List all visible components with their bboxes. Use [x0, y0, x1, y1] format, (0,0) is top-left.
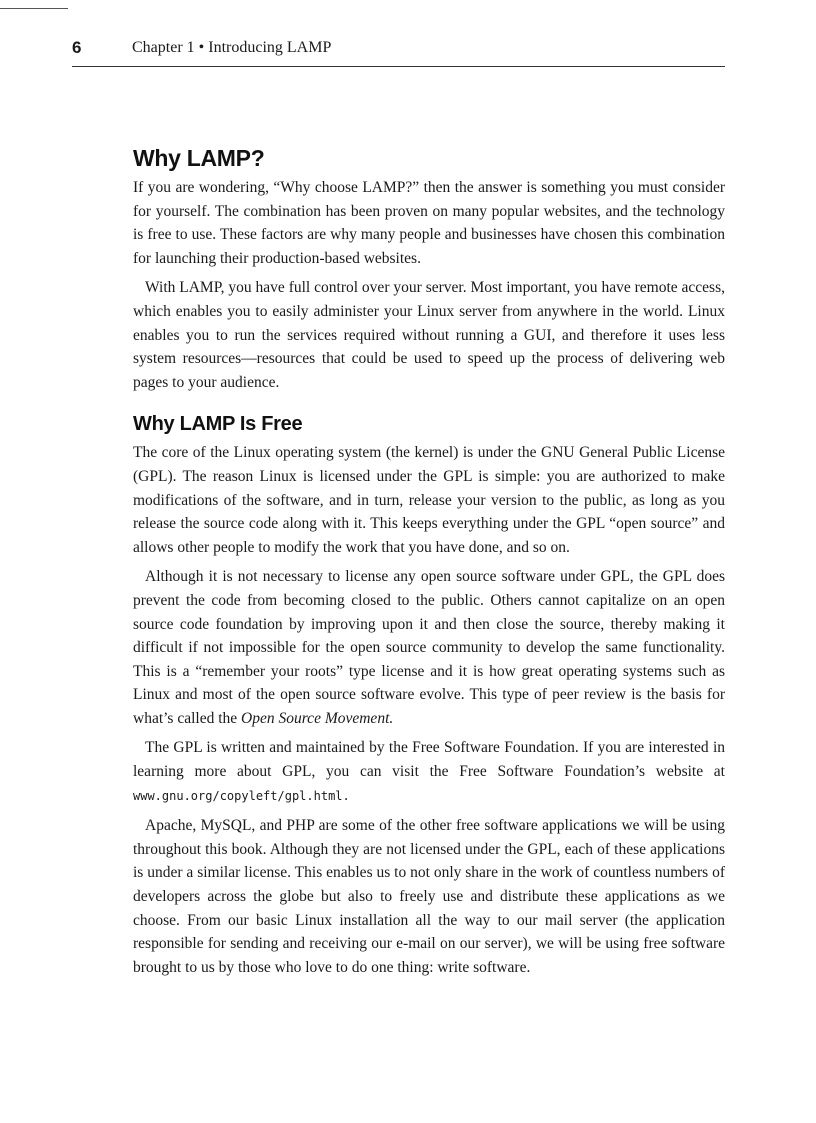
heading-why-lamp-is-free: Why LAMP Is Free: [133, 413, 303, 436]
paragraph-why-lamp-1: If you are wondering, “Why choose LAMP?” then the answer is something you must consider for yourself. The combination has been proven on many popular websites, and the technology is free to use. These factors are why many people and businesses have chosen this combination for launching their production-based websites.: [133, 179, 725, 267]
paragraph-why-free-1: The core of the Linux operating system (the kernel) is under the GNU General Public License (GPL). The reason Linux is licensed under the GPL is simple: you are authorized to make modifications of the software, and in turn, release your version to the public, as long as you release the source code along with it. This keeps everything under the GPL “open source” and allows other people to modify the work that you have done, and so on.: [133, 444, 725, 556]
gpl-url: www.gnu.org/copyleft/gpl.html.: [133, 788, 350, 803]
paragraph-why-free-2: [133, 565, 725, 730]
heading-why-lamp: Why LAMP?: [133, 145, 265, 171]
page-number: 6: [72, 38, 82, 57]
crop-mark: [0, 8, 68, 9]
paragraph-why-free-3: [133, 736, 725, 808]
chapter-label: Chapter 1 • Introducing LAMP: [132, 39, 332, 56]
paragraph-why-free-2-text: Although it is not necessary to license any open source software under GPL, the GPL does prevent the code from becoming closed to the public. Others cannot capitalize on an open source code foundation by improving upon it and then close the source, thereby making it difficult if not impossible for the open source community to develop the same functionality. This is a “remember your roots” type license and it is how great operating systems such as Linux and most of the open source software evolve. This type of peer review is the basis for what’s called the: [133, 568, 725, 727]
paragraph-why-free-4: Apache, MySQL, and PHP are some of the other free software applications we will be using throughout this book. Although they are not licensed under the GPL, each of these applications is under a similar license. This enables us to not only share in the work of countless numbers of developers across the globe but also to freely use and distribute these applications as we choose. From our basic Linux installation all the way to our mail server (the application responsible for sending and receiving our e-mail on our server), we will be using free software brought to us by those who love to do one thing: write software.: [133, 817, 725, 976]
paragraph-why-lamp-2: With LAMP, you have full control over your server. Most important, you have remote access, which enables you to easily administer your Linux server from anywhere in the world. Linux enables you to run the services required without running a GUI, and therefore it uses less system resources—resources that could be used to speed up the process of delivering web pages to your audience.: [133, 279, 725, 391]
page-body: [133, 143, 725, 985]
running-header: [72, 36, 725, 67]
open-source-movement-term: Open Source Movement.: [241, 709, 394, 727]
paragraph-why-free-3-text: The GPL is written and maintained by the Free Software Foundation. If you are interested in learning more about GPL, you can visit the Free Software Foundation’s website at: [133, 739, 725, 781]
